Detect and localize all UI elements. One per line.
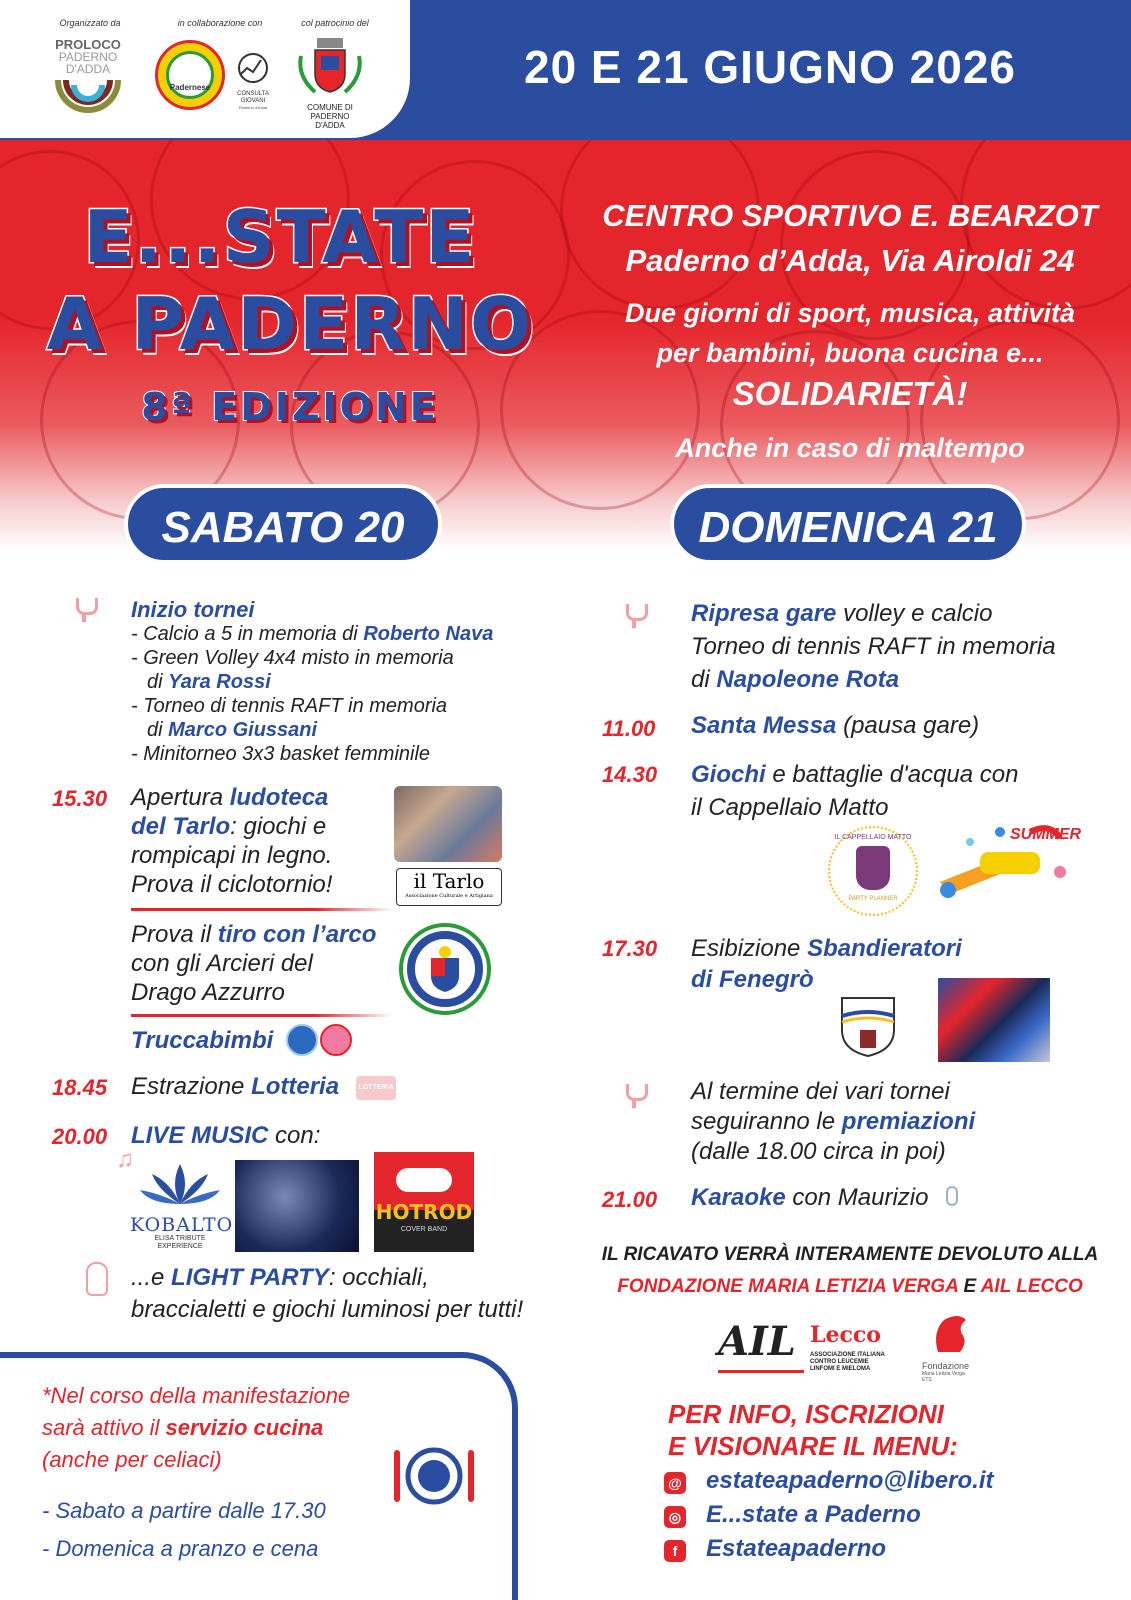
food-line-1: *Nel corso della manifestazione xyxy=(42,1383,351,1408)
fondazione-line-3: ETS xyxy=(922,1377,932,1383)
organizer-label: Organizzato da xyxy=(59,18,121,28)
proloco-line-3: D'ADDA xyxy=(65,62,111,76)
event-date: 20 E 21 GIUGNO 2026 xyxy=(523,41,1017,93)
prem-d: (dalle 18.00 circa in poi) xyxy=(691,1138,946,1165)
trophy-icon xyxy=(76,598,98,615)
truccabimbi-text: Truccabimbi xyxy=(131,1027,274,1054)
giochi-b: e battaglie d'acqua con xyxy=(765,761,1019,788)
truccabimbi xyxy=(131,1027,273,1054)
arco-c: con gli Arcieri del xyxy=(131,950,313,977)
torneo-basket: - Minitorneo 3x3 basket femminile xyxy=(131,743,431,765)
light-party-hand-icon xyxy=(86,1262,108,1296)
saturday-heading: SABATO 20 xyxy=(124,484,442,564)
light-d: braccialetti e giochi luminosi per tutti! xyxy=(131,1296,524,1323)
tarlo-sub: Associazione Culturale e Artigiana xyxy=(405,893,493,899)
arco-b: tiro con l’arco xyxy=(217,921,377,948)
singer-photo xyxy=(235,1160,359,1252)
giochi-c: il Cappellaio Matto xyxy=(691,794,889,821)
tennis-di: di xyxy=(147,719,169,741)
food-item-sunday: - Domenica a pranzo e cena xyxy=(42,1536,319,1561)
karaoke xyxy=(691,1184,928,1211)
sband-a: Esibizione xyxy=(691,935,808,962)
contact-facebook[interactable]: Estateapaderno xyxy=(706,1535,887,1562)
time-17-30: 17.30 xyxy=(602,936,658,961)
ail-city: Lecco xyxy=(810,1322,881,1348)
arcieri-crest-icon xyxy=(398,922,492,1016)
proloco-line-1: PROLOCO xyxy=(55,37,121,52)
live-music xyxy=(131,1122,320,1149)
event-description-2: per bambini, buona cucina e... xyxy=(656,338,1044,368)
edition-label: 8ª EDIZIONE xyxy=(141,385,439,429)
tarlo-logo-text: il Tarlo xyxy=(413,869,485,893)
fondazione-verga-logo xyxy=(922,1312,992,1384)
kobalto-name: KOBALTO xyxy=(130,1214,234,1236)
live-music-title: LIVE MUSIC xyxy=(131,1122,269,1149)
arco-d: Drago Azzurro xyxy=(131,979,285,1006)
time-14-30: 14.30 xyxy=(602,762,658,787)
consulta-line-1: CONSULTA xyxy=(237,91,269,97)
facebook-icon: f xyxy=(664,1540,686,1562)
sbandieratori-photo xyxy=(938,978,1050,1062)
r1b: volley e calcio xyxy=(836,600,993,627)
cappellaio-sub: PARTY PLANNER xyxy=(848,896,898,902)
lottery-ticket-icon: LOTTERIA xyxy=(356,1076,396,1100)
r1a: Ripresa gare xyxy=(691,600,837,627)
time-11-00: 11.00 xyxy=(602,716,656,741)
lotteria-text: Estrazione xyxy=(131,1073,252,1100)
arco-text xyxy=(131,920,376,1007)
volley-di: di xyxy=(147,671,169,693)
event-description-1: Due giorni di sport, musica, attività xyxy=(624,298,1076,328)
plate-icon xyxy=(392,1444,476,1508)
karaoke-title: Karaoke xyxy=(691,1184,786,1211)
ail-letters: AIL xyxy=(718,1318,796,1365)
tornei-title-text: Inizio tornei xyxy=(131,597,255,622)
comune-line-2: PADERNO D'ADDA xyxy=(310,112,350,130)
comune-crest xyxy=(295,36,365,130)
title-line-1: E...STATE xyxy=(83,195,477,279)
fondazione-line-2: Maria Letizia Verga xyxy=(922,1371,965,1377)
sunday-heading: DOMENICA 21 xyxy=(670,484,1026,564)
fondazione-face-icon xyxy=(928,1312,978,1356)
email-icon: @ xyxy=(664,1472,686,1494)
ludo-b: ludoteca xyxy=(229,784,329,811)
lotus-icon xyxy=(130,1160,230,1210)
ludo-f: Prova il ciclotornio! xyxy=(131,871,333,898)
live-music-con: con: xyxy=(268,1122,321,1149)
karaoke-host: con Maurizio xyxy=(785,1184,929,1211)
info-heading xyxy=(668,1398,958,1462)
ludo-c: del Tarlo xyxy=(131,813,231,840)
lotteria xyxy=(131,1073,339,1100)
light-a: ...e xyxy=(131,1264,172,1291)
proloco-line-2: PADERNO xyxy=(58,50,118,64)
padernese-logo xyxy=(155,40,225,110)
ludoteca-text xyxy=(131,783,332,899)
sband-b: Sbandieratori xyxy=(807,935,962,962)
light-c: : occhiali, xyxy=(328,1264,429,1291)
torneo-volley-name: Yara Rossi xyxy=(168,671,271,693)
lotteria-name: Lotteria xyxy=(251,1073,340,1100)
food-line-2-b: servizio cucina xyxy=(165,1415,324,1440)
torneo-calcio-text: - Calcio a 5 in memoria di xyxy=(131,623,364,645)
time-20-00: 20.00 xyxy=(52,1124,108,1149)
kobalto-sub-2: EXPERIENCE xyxy=(157,1243,203,1250)
info-heading-1: PER INFO, ISCRIZIONI xyxy=(668,1399,944,1429)
torneo-tennis-name: Marco Giussani xyxy=(168,719,318,741)
fondazione-line-1: Fondazione xyxy=(922,1361,970,1371)
charity-line-2 xyxy=(600,1276,1100,1298)
trophy-icon xyxy=(626,1084,648,1101)
r3a: di xyxy=(691,666,717,693)
padernese-text: Padernese xyxy=(169,83,211,92)
summer-water-gun-icon xyxy=(930,812,1080,912)
sband-c: di Fenegrò xyxy=(691,966,814,993)
food-line-3: (anche per celiaci) xyxy=(42,1447,222,1472)
kobalto-logo xyxy=(130,1160,234,1252)
food-item-saturday: - Sabato a partire dalle 17.30 xyxy=(42,1498,326,1523)
charity-and: E xyxy=(958,1276,981,1297)
hotrod-sub: COVER BAND xyxy=(400,1226,448,1233)
time-15-30: 15.30 xyxy=(52,786,108,811)
torneo-calcio xyxy=(131,622,493,646)
light-b: LIGHT PARTY xyxy=(171,1264,329,1291)
patron-label: col patrocinio del xyxy=(301,18,369,28)
venue-address: Paderno d’Adda, Via Airoldi 24 xyxy=(625,243,1075,278)
face-paint-boy-icon xyxy=(286,1024,318,1056)
cutlery-plate-icon xyxy=(392,1444,476,1508)
trophy-icon xyxy=(626,604,648,621)
comune-line-1: COMUNE DI xyxy=(307,103,353,112)
torneo-volley: - Green Volley 4x4 misto in memoria xyxy=(131,647,454,669)
giochi-a: Giochi xyxy=(691,761,766,788)
music-note-icon: ♫ xyxy=(116,1146,134,1173)
consulta-icon xyxy=(233,50,273,86)
kobalto-sub-1: ELISA TRIBUTE xyxy=(154,1235,206,1242)
divider xyxy=(131,908,393,911)
ripresa-gare xyxy=(691,597,1056,696)
ail-sub-1: ASSOCIAZIONE ITALIANA xyxy=(810,1352,885,1358)
consulta-line-3: Paderno d'Adda xyxy=(238,105,268,110)
torneo-tennis-memoria xyxy=(147,718,317,742)
summer-text: SUMMER xyxy=(1010,826,1082,843)
venue-name: CENTRO SPORTIVO E. BEARZOT xyxy=(602,198,1098,233)
arcieri-drago-azzurro-logo xyxy=(398,922,492,1016)
fenegro-crest-icon xyxy=(838,994,898,1058)
ail-name: AIL LECCO xyxy=(980,1276,1083,1297)
crest-icon xyxy=(295,36,365,98)
food-line-2 xyxy=(42,1414,323,1442)
r3b: Napoleone Rota xyxy=(716,666,900,693)
microphone-icon xyxy=(946,1186,958,1206)
proloco-logo xyxy=(48,38,128,120)
arco-a: Prova il xyxy=(131,921,218,948)
torneo-tennis: - Torneo di tennis RAFT in memoria xyxy=(131,695,448,717)
messa-note: (pausa gare) xyxy=(836,712,980,739)
cappellaio-text: IL CAPPELLAIO MATTO xyxy=(834,834,912,841)
fondazione-name: FONDAZIONE MARIA LETIZIA VERGA xyxy=(617,1276,959,1297)
r2: Torneo di tennis RAFT in memoria xyxy=(691,633,1056,660)
sbandieratori xyxy=(691,933,962,995)
ail-lecco-logo xyxy=(718,1318,898,1378)
instagram-icon: ◎ xyxy=(664,1506,686,1528)
title-line-2: A PADERNO xyxy=(46,282,534,366)
messa-title: Santa Messa xyxy=(691,712,837,739)
food-line-2-a: sarà attivo il xyxy=(42,1415,166,1440)
face-paint-girl-icon xyxy=(320,1024,352,1056)
fenegro-crest xyxy=(838,994,898,1058)
prem-a: Al termine dei vari tornei xyxy=(691,1078,950,1105)
hotrod-logo xyxy=(374,1152,474,1252)
ludoteca-photo xyxy=(394,786,502,862)
consulta-giovani-logo xyxy=(228,50,278,111)
proloco-arc-icon xyxy=(48,75,128,115)
weather-note: Anche in caso di maltempo xyxy=(675,433,1025,463)
solidarity-label: SOLIDARIETÀ! xyxy=(732,375,968,412)
torneo-calcio-name: Roberto Nava xyxy=(363,623,494,645)
collab-label: in collaborazione con xyxy=(177,18,263,28)
santa-messa xyxy=(691,712,979,739)
prem-c: premiazioni xyxy=(841,1108,976,1135)
charity-line-1: IL RICAVATO VERRÀ INTERAMENTE DEVOLUTO ALLA xyxy=(601,1244,1099,1265)
ludo-d: : giochi e xyxy=(230,813,327,840)
ail-sub-2: CONTRO LEUCEMIE xyxy=(810,1359,869,1365)
ludo-e: rompicapi in legno. xyxy=(131,842,333,869)
hotrod-name: HOTROD xyxy=(375,1200,473,1224)
contact-instagram[interactable]: E...state a Paderno xyxy=(706,1501,921,1528)
consulta-line-2: GIOVANI xyxy=(240,98,266,104)
ludo-a: Apertura xyxy=(131,784,230,811)
torneo-volley-memoria xyxy=(147,670,271,694)
tornei-title xyxy=(131,596,254,623)
time-18-45: 18.45 xyxy=(52,1075,108,1100)
time-21-00: 21.00 xyxy=(602,1187,658,1212)
ail-sub-3: LINFOMI E MIELOMA xyxy=(810,1366,871,1372)
light-party xyxy=(131,1262,523,1326)
cappellaio-matto-logo xyxy=(828,826,918,916)
contact-email[interactable]: estateapaderno@libero.it xyxy=(706,1467,994,1494)
il-tarlo-logo xyxy=(396,868,502,906)
prem-b: seguiranno le xyxy=(691,1108,842,1135)
info-heading-2: E VISIONARE IL MENU: xyxy=(668,1431,958,1461)
divider xyxy=(131,1014,393,1017)
premiazioni xyxy=(691,1077,975,1167)
